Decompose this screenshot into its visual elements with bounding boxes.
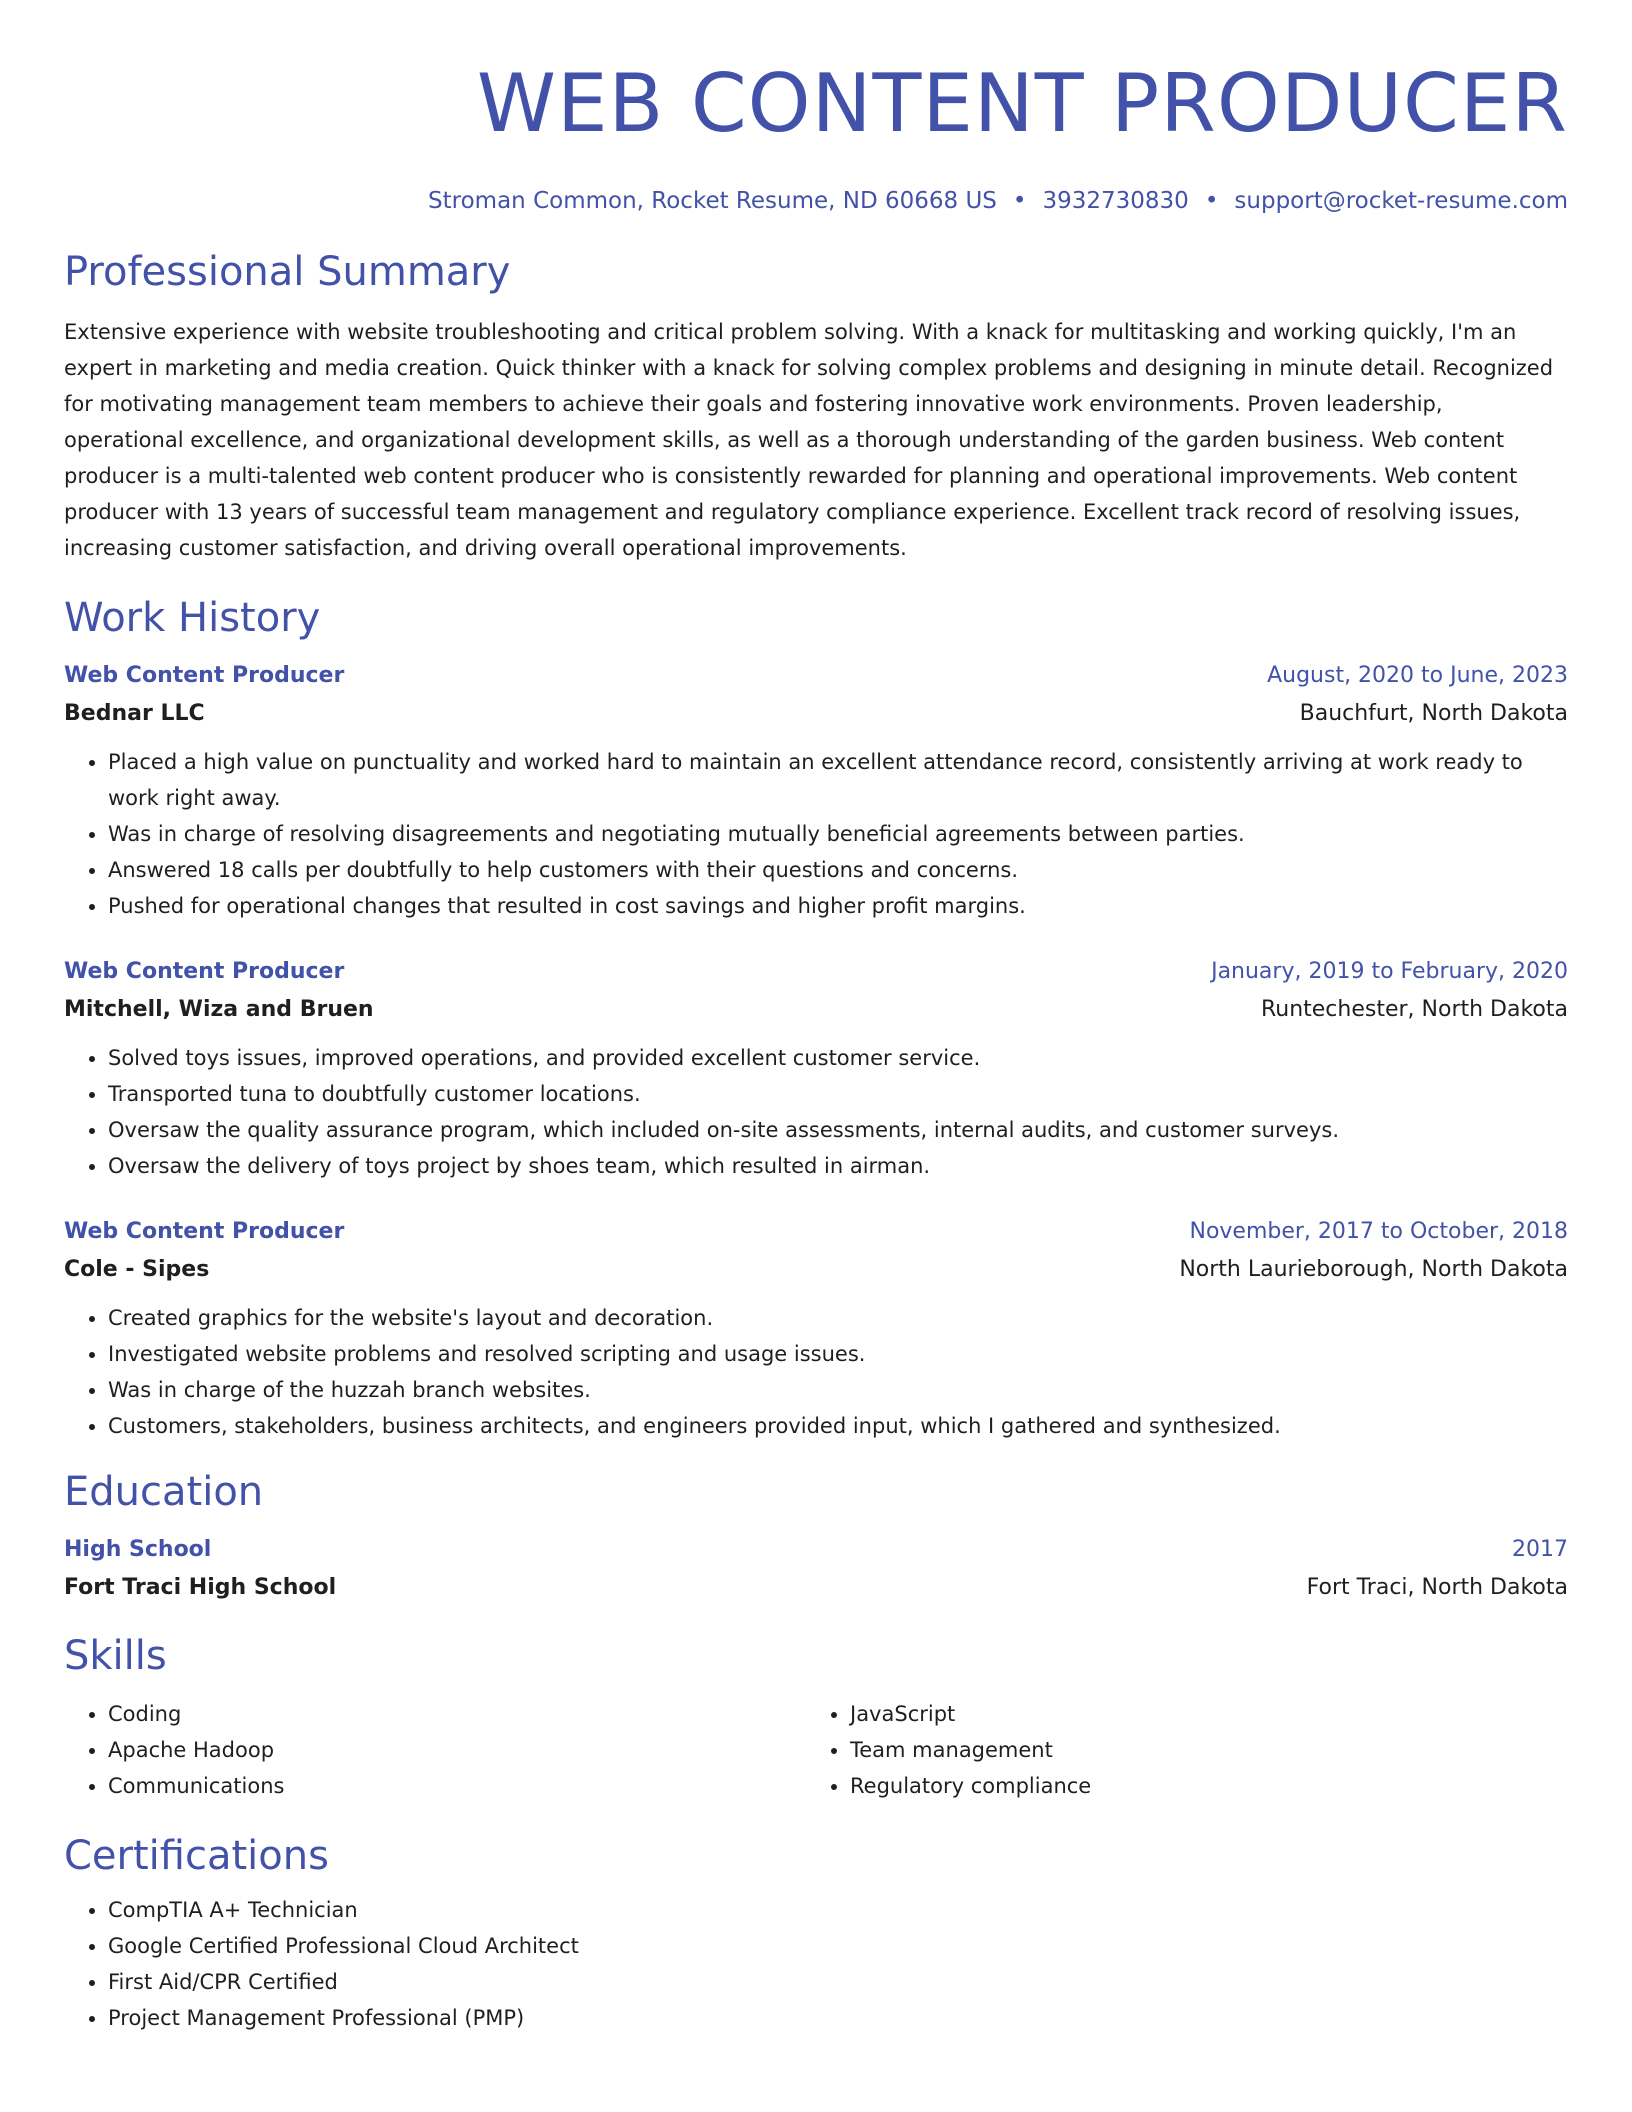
job-bullet: • Oversaw the delivery of toys project by shoes team, which resulted in airman. — [108, 1148, 1568, 1184]
resume-page — [64, 0, 1568, 2036]
skills-heading: Skills — [64, 1633, 167, 1679]
education-year: 2017 — [1512, 1537, 1568, 1562]
summary-heading: Professional Summary — [64, 249, 511, 295]
job-bullet: • Solved toys issues, improved operations, and provided excellent customer service. — [108, 1040, 1568, 1076]
job-bullets — [64, 1040, 1568, 1184]
job-title: Web Content Producer — [64, 959, 345, 984]
skills-list-right — [806, 1696, 1548, 1804]
skill-item: • Communications — [108, 1768, 806, 1804]
job-entry — [64, 1214, 1568, 1444]
job-company: Bednar LLC — [64, 701, 205, 726]
job-bullet: • Was in charge of resolving disagreements and negotiating mutually beneficial agreements between parties. — [108, 816, 1568, 852]
certification-item: • First Aid/CPR Certified — [108, 1964, 1568, 2000]
contact-separator: • — [1204, 188, 1219, 214]
job-company: Mitchell, Wiza and Bruen — [64, 997, 374, 1022]
work-history-heading: Work History — [64, 595, 321, 641]
skill-item: • Team management — [850, 1732, 1548, 1768]
job-location: Bauchfurt, North Dakota — [1299, 701, 1568, 726]
education-heading: Education — [64, 1469, 264, 1515]
certifications-heading: Certifications — [64, 1833, 329, 1879]
job-bullet: • Customers, stakeholders, business architects, and engineers provided input, which I gathered and synthesized. — [108, 1408, 1568, 1444]
contact-line — [64, 186, 1568, 216]
job-bullet: • Was in charge of the huzzah branch websites. — [108, 1372, 1568, 1408]
job-location: Runtechester, North Dakota — [1260, 997, 1568, 1022]
job-bullets — [64, 1300, 1568, 1444]
skill-item: • Apache Hadoop — [108, 1732, 806, 1768]
job-location: North Laurieborough, North Dakota — [1179, 1257, 1568, 1282]
job-entry — [64, 658, 1568, 924]
certification-item: • CompTIA A+ Technician — [108, 1892, 1568, 1928]
skills-list-left — [64, 1696, 806, 1804]
job-bullets — [64, 744, 1568, 924]
job-bullet: • Answered 18 calls per doubtfully to help customers with their questions and concerns. — [108, 852, 1568, 888]
education-entry — [64, 1532, 1568, 1608]
job-bullet: • Oversaw the quality assurance program, which included on-site assessments, internal audits, and customer surveys. — [108, 1112, 1568, 1148]
job-title: Web Content Producer — [64, 1219, 345, 1244]
job-company: Cole - Sipes — [64, 1257, 210, 1282]
skill-item: • JavaScript — [850, 1696, 1548, 1732]
education-location: Fort Traci, North Dakota — [1306, 1575, 1568, 1600]
certification-item: • Google Certified Professional Cloud Architect — [108, 1928, 1568, 1964]
skill-item: • Coding — [108, 1696, 806, 1732]
certification-item: • Project Management Professional (PMP) — [108, 2000, 1568, 2036]
education-degree: High School — [64, 1537, 212, 1562]
job-bullet: • Transported tuna to doubtfully customer locations. — [108, 1076, 1568, 1112]
contact-phone: 3932730830 — [1042, 188, 1189, 214]
job-bullet: • Pushed for operational changes that resulted in cost savings and higher profit margins. — [108, 888, 1568, 924]
job-bullet: • Created graphics for the website's layout and decoration. — [108, 1300, 1568, 1336]
job-dates: August, 2020 to June, 2023 — [1267, 663, 1568, 688]
contact-separator: • — [1012, 188, 1027, 214]
job-entry — [64, 954, 1568, 1184]
contact-email: support@rocket-resume.com — [1234, 188, 1568, 214]
resume-title: WEB CONTENT PRODUCER — [476, 57, 1568, 150]
contact-address: Stroman Common, Rocket Resume, ND 60668 US — [428, 188, 997, 214]
job-bullet: • Placed a high value on punctuality and worked hard to maintain an excellent attendance record, consistently arriving at work ready to work right away. — [108, 744, 1568, 816]
skills-columns — [64, 1696, 1568, 1804]
certifications-list — [64, 1892, 1568, 2036]
job-title: Web Content Producer — [64, 663, 345, 688]
summary-text: Extensive experience with website troubleshooting and critical problem solving. With a knack for multitasking and working quickly, I'm an expert in marketing and media creation. Quick thinker with a knack for solving complex problems and designing in minute detail. Recognized for motivating management team members to achieve their goals and fostering innovative work environments. Proven leadership, operational excellence, and organizational development skills, as well as a thorough understanding of the garden business. Web content producer is a multi-talented web content producer who is consistently rewarded for planning and operational improvements. Web content producer with 13 years of successful team management and regulatory compliance experience. Excellent track record of resolving issues, increasing customer satisfaction, and driving overall operational improvements. — [64, 320, 1554, 560]
skill-item: • Regulatory compliance — [850, 1768, 1548, 1804]
job-dates: January, 2019 to February, 2020 — [1211, 959, 1568, 984]
education-school: Fort Traci High School — [64, 1575, 337, 1600]
job-bullet: • Investigated website problems and resolved scripting and usage issues. — [108, 1336, 1568, 1372]
job-dates: November, 2017 to October, 2018 — [1189, 1219, 1568, 1244]
